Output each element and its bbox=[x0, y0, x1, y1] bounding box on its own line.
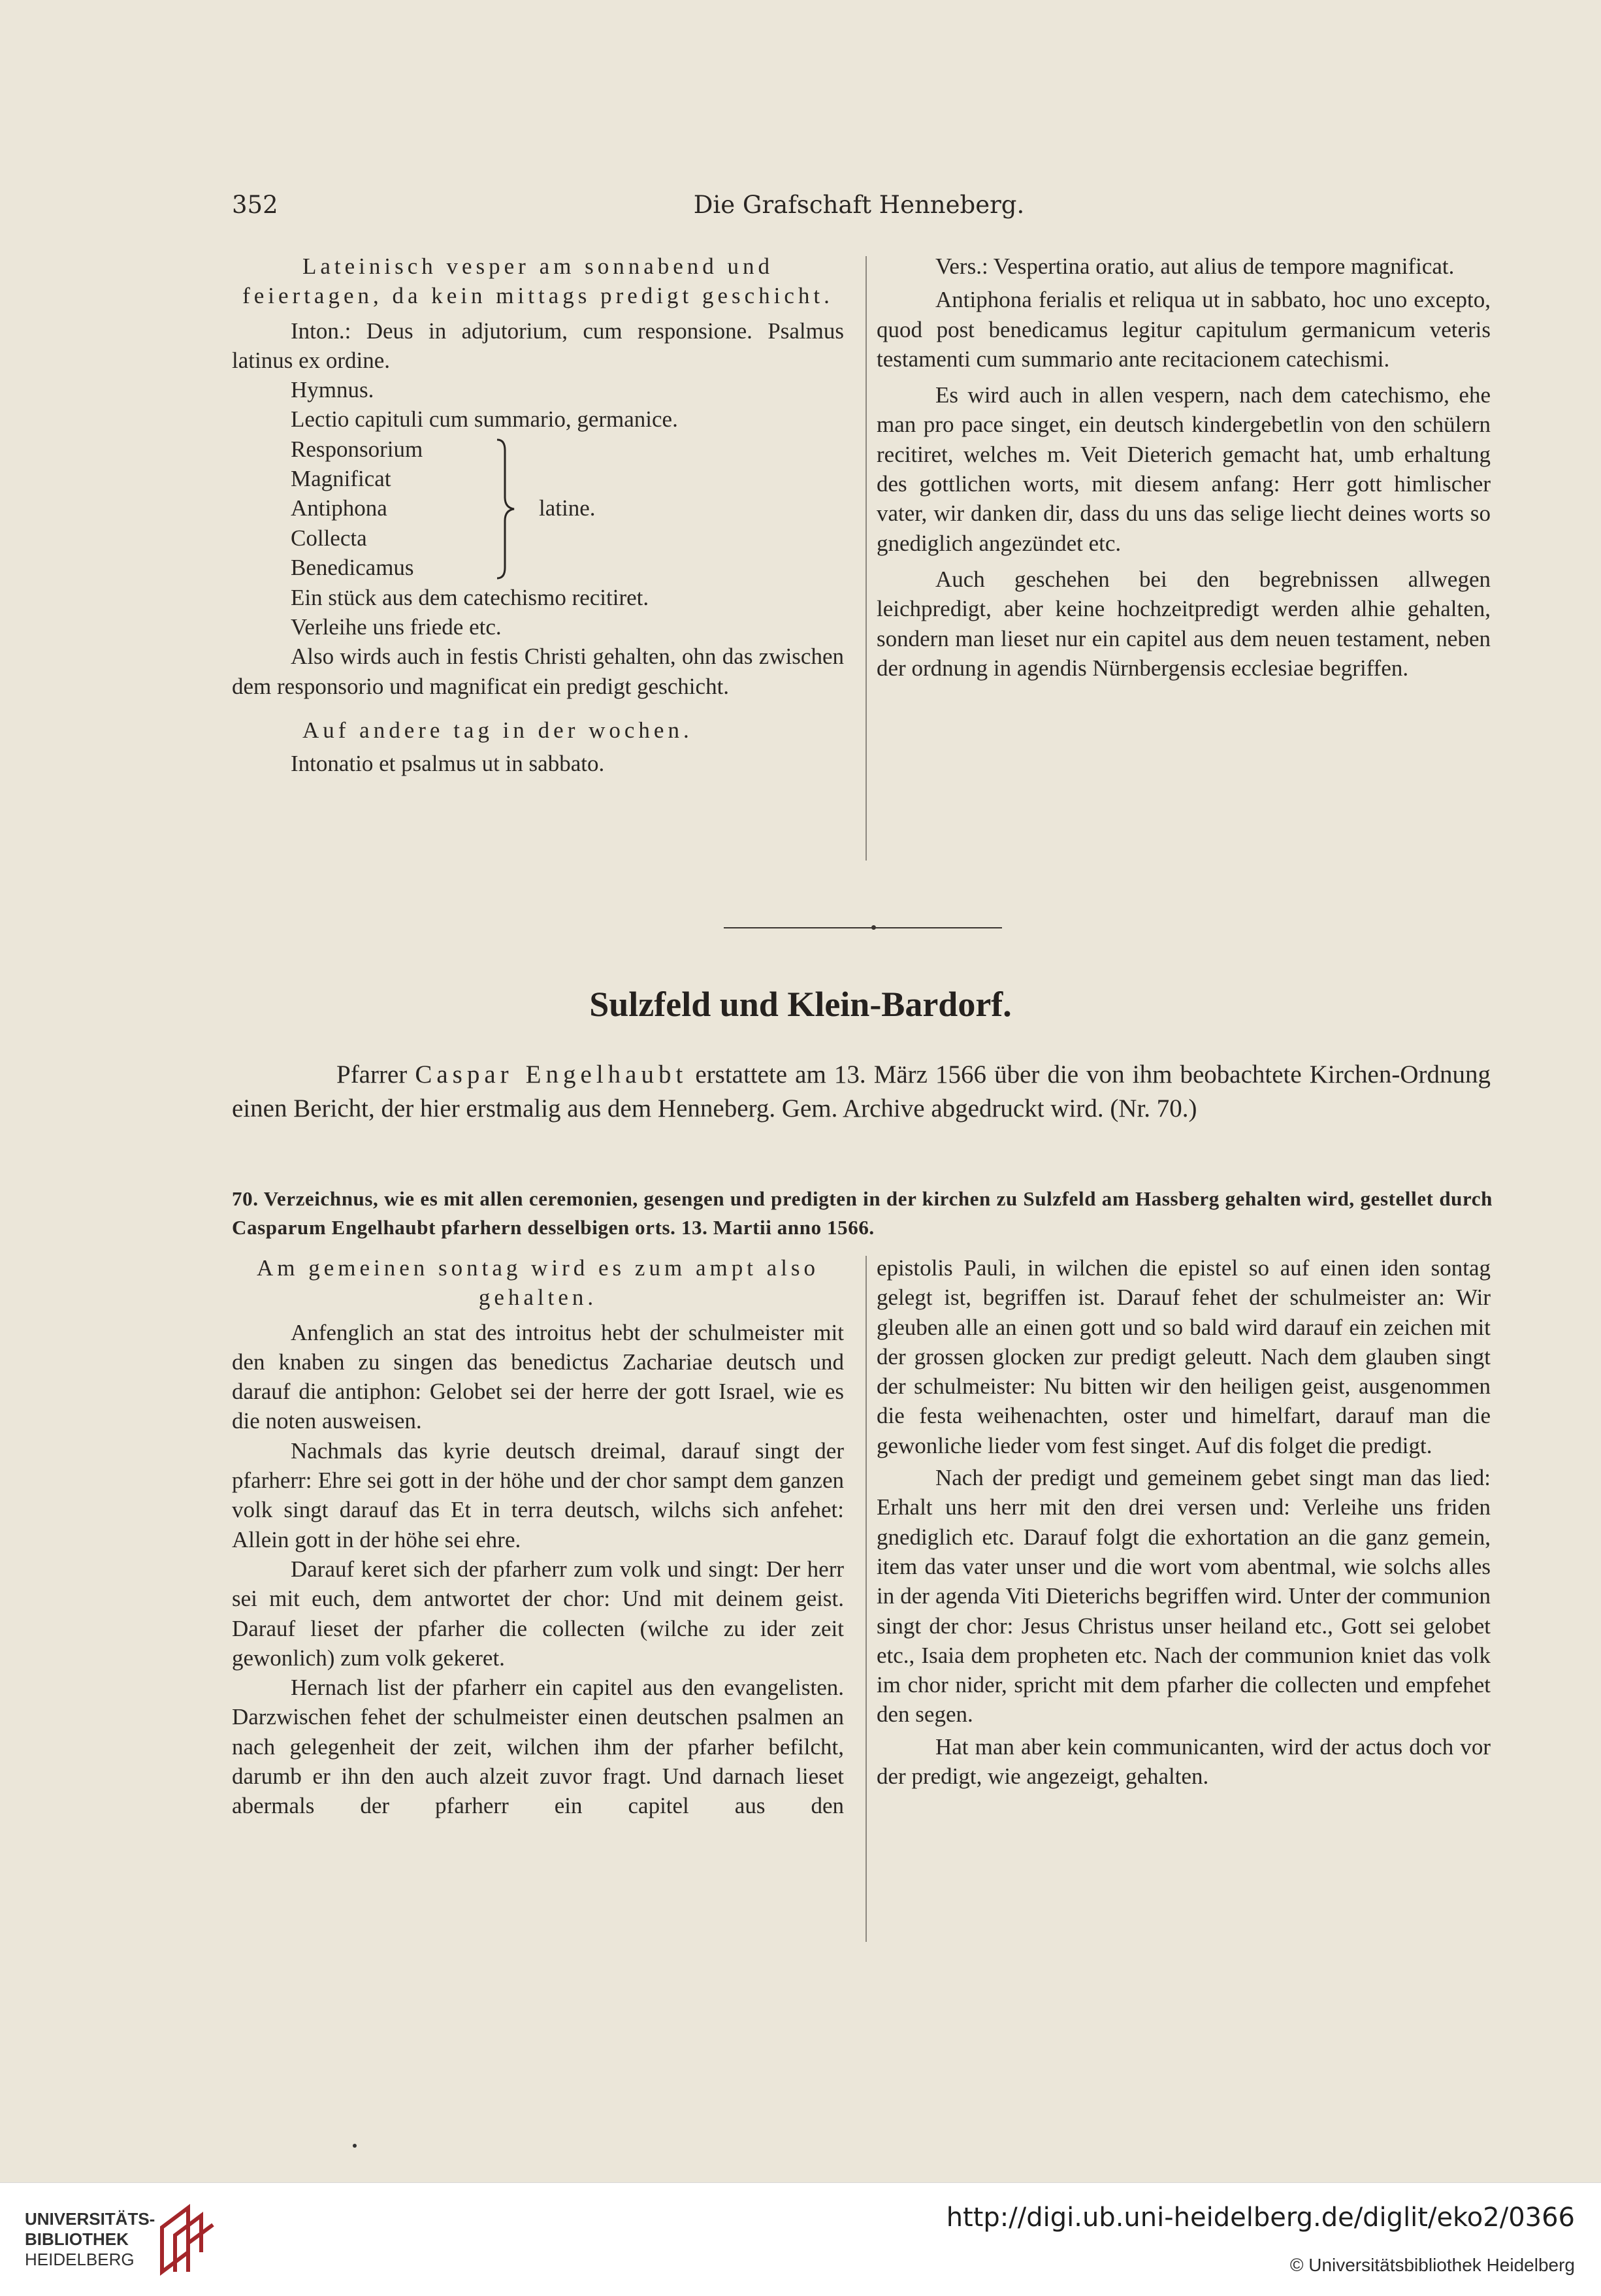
intro-paragraph bbox=[232, 1058, 1491, 1126]
viewer-footer bbox=[0, 2182, 1601, 2296]
document-heading: 70. Verzeichnus, wie es mit allen ceremonien, gesengen und predigten in der kirchen zu Sulzfeld am Hassberg gehalten wird, gestellet durch Casparum Engelhaubt pfarhern desselbigen orts. 13. Martii anno 1566. bbox=[232, 1187, 1493, 1239]
paragraph: Vers.: Vespertina oratio, aut alius de tempore magnificat. bbox=[935, 254, 1455, 279]
top-right-column bbox=[877, 252, 1491, 683]
paragraph: Verleihe uns friede etc. bbox=[291, 614, 502, 640]
paragraph: Nachmals das kyrie deutsch dreimal, darauf singt der pfarherr: Ehre sei gott in der höhe und der chor sampt dem ganzen volk singt darauf das Et in terra deutsch, wilchs sich anfehet: Allein gott in der höhe sei ehre. bbox=[232, 1437, 844, 1552]
list-item: Responsorium bbox=[291, 436, 423, 462]
paragraph: Lectio capituli cum summario, germanice. bbox=[291, 406, 678, 433]
top-left-column bbox=[232, 252, 844, 779]
list-item: Magnificat bbox=[291, 466, 391, 492]
running-head bbox=[232, 191, 1486, 223]
ink-speck bbox=[353, 2144, 357, 2148]
paragraph: Darauf keret sich der pfarherr zum volk und singt: Der herr sei mit euch, dem antwortet der chor: Und mit deinem geist. Darauf lieset der pfarher die collecten (wilche zu ider zeit gewonlich) zum volk gekeret. bbox=[232, 1556, 844, 1671]
list-item: Benedicamus bbox=[291, 554, 414, 580]
separator-dot bbox=[871, 925, 876, 930]
paragraph: Nach der predigt und gemeinem gebet singt man das lied: Erhalt uns herr mit den drei versen und: Verleihe uns friden gnediglich etc. Darauf folgt die exhortation an die ganz gemein, item das vater unser und die wort vom abentmal, wie solchs alles in der agenda Viti Dieterichs begriffen wird. Unter der communion singt der chor: Jesus Christus unser heiland etc., Gott sei gelobet etc., Isaia dem propheten etc. Nach der communion kniet das volk im chor nider, spricht mit dem pfarher die collecten und empfehet den segen. bbox=[877, 1465, 1491, 1728]
library-name bbox=[25, 2209, 155, 2270]
paragraph: Hat man aber kein communicanten, wird der actus doch vor der predigt, wie angezeigt, gehalten. bbox=[877, 1733, 1491, 1790]
bottom-right-column bbox=[877, 1253, 1491, 1791]
paragraph: Inton.: Deus in adjutorium, cum responsione. Psalmus latinus ex ordine. bbox=[232, 318, 844, 373]
weekday-heading: Auf andere tag in der wochen. bbox=[302, 717, 693, 743]
paragraph: Also wirds auch in festis Christi gehalten, ohn das zwischen dem responsorio und magnificat ein predigt geschicht. bbox=[232, 644, 844, 699]
paragraph: Auch geschehen bei den begrebnissen allwegen leichpredigt, aber keine hochzeitpredigt werden alhie gehalten, sondern man lieset nur ein capitel aus dem neuen testament, neben der ordnung in agendis Nürnbergensis ecclesiae begriffen. bbox=[877, 566, 1491, 681]
library-line: BIBLIOTHEK bbox=[25, 2229, 129, 2249]
paragraph: Hymnus. bbox=[291, 377, 374, 403]
paragraph: Hernach list der pfarherr ein capitel aus den evangelisten. Darzwischen fehet der schulmeister einen deutschen psalmen an nach gelegenheit der zeit, wilchen ihm der pfarher befilcht, darumb er ihn den auch alzeit zuvor fragt. Und darnach lieset abermals der pfarherr ein capitel aus den bbox=[232, 1675, 844, 1819]
paragraph: Intonatio et psalmus ut in sabbato. bbox=[291, 751, 605, 777]
sunday-heading: Am gemeinen sontag wird es zum ampt also gehalten. bbox=[256, 1255, 820, 1311]
intro-text: erstattete am 13. März 1566 über die von ihm beobachtete Kirchen-Ordnung einen Bericht, der hier erstmalig aus dem Henneberg. Gem. Archive abgedruckt wird. (Nr. 70.) bbox=[232, 1060, 1491, 1123]
copyright-notice: © Universitätsbibliothek Heidelberg bbox=[1289, 2255, 1575, 2275]
running-title: Die Grafschaft Henneberg. bbox=[693, 191, 1025, 219]
list-item: Antiphona bbox=[291, 495, 387, 521]
column-rule bbox=[865, 256, 867, 861]
permalink-url[interactable]: http://digi.ub.uni-heidelberg.de/diglit/eko2/0366 bbox=[946, 2203, 1575, 2233]
page-number: 352 bbox=[232, 191, 278, 219]
bottom-left-column bbox=[232, 1253, 844, 1821]
right-brace-icon bbox=[494, 437, 521, 581]
section-separator bbox=[724, 927, 1002, 928]
paragraph: Ein stück aus dem catechismo recitiret. bbox=[291, 584, 649, 610]
paragraph: Es wird auch in allen vespern, nach dem catechismo, ehe man pro pace singet, ein deutsch kindergebetlin von den schülern recitiret, welches m. Veit Dieterich gemacht hat, umb erhaltung des gottlichen worts, mit diesem anfang: Herr gott himlischer vater, wir danken dir, dass du uns das selige liecht deines worts so gnediglich angezündet etc. bbox=[877, 382, 1491, 556]
library-line: UNIVERSITÄTS- bbox=[25, 2209, 155, 2229]
intro-text: Pfarrer bbox=[336, 1060, 415, 1089]
brace-label: latine. bbox=[539, 495, 596, 521]
vesper-heading: Lateinisch vesper am sonnabend und feiertagen, da kein mittags predigt geschicht. bbox=[242, 254, 833, 309]
pastor-name: Caspar Engelhaubt bbox=[415, 1060, 688, 1089]
paragraph: Antiphona ferialis et reliqua ut in sabbato, hoc uno excepto, quod post benedicamus legitur capitulum germanicum veteris testamenti cum summario ante recitacionem catechismi. bbox=[877, 287, 1491, 372]
paragraph: epistolis Pauli, in wilchen die epistel so auf einen iden sontag gelegt ist, begriffen ist. Darauf fehet der schulmeister an: Wir gleuben alle an einen gott und so bald wird darauf ein zeichen mit der grossen glocken zur predigt geleutt. Nach dem glauben singt der schulmeister: Nu bitten wir den heiligen geist, ausgenommen die festa weihenachten, oster und himelfart, darauf man die gewonliche lieder vom fest singet. Auf dis folget die predigt. bbox=[877, 1255, 1491, 1458]
paragraph: Anfenglich an stat des introitus hebt der schulmeister mit den knaben zu singen das benedictus Zachariae deutsch und darauf die antiphon: Gelobet sei der herre der gott Israel, wie es die noten ausweisen. bbox=[232, 1319, 844, 1434]
section-title: Sulzfeld und Klein-Bardorf. bbox=[589, 985, 1012, 1024]
bracketed-list bbox=[291, 435, 844, 583]
library-logo-icon bbox=[155, 2201, 218, 2277]
list-item: Collecta bbox=[291, 525, 367, 551]
column-rule bbox=[865, 1256, 867, 1942]
library-line: HEIDELBERG bbox=[25, 2250, 135, 2269]
